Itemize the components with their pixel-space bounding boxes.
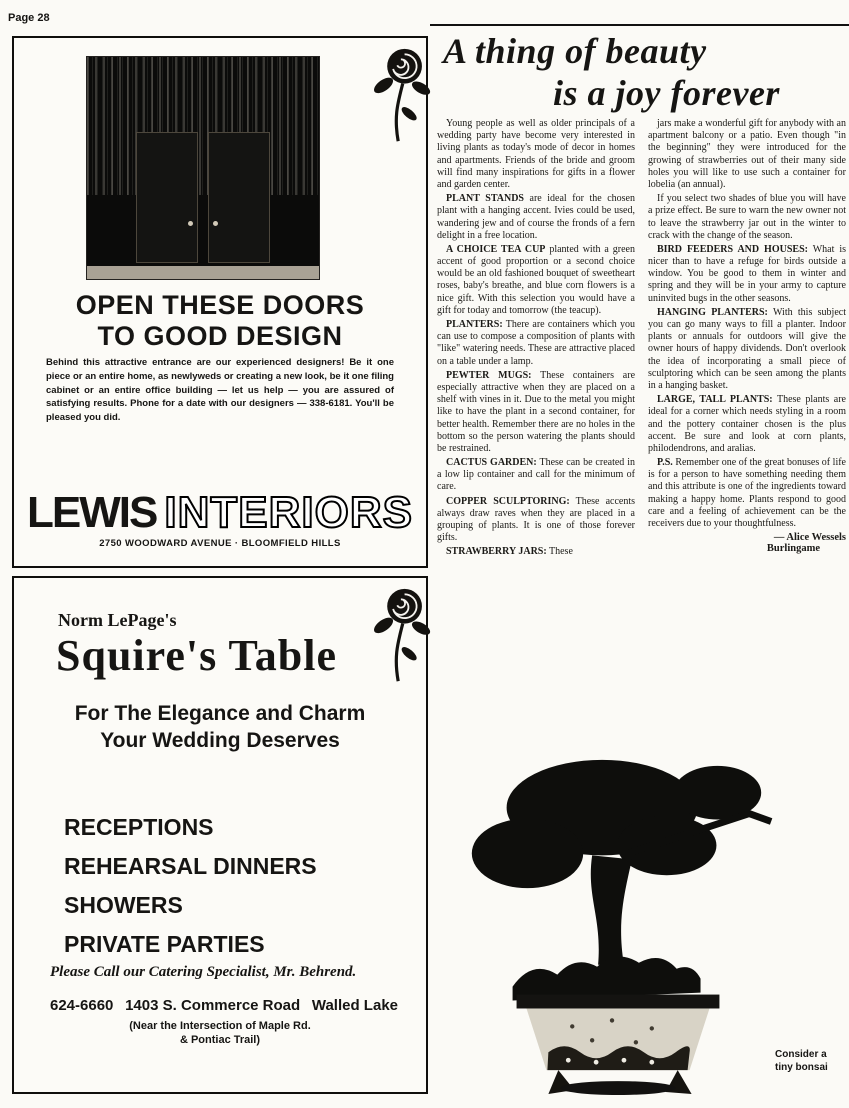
squires-tagline-line2: Your Wedding Deserves [100, 729, 340, 753]
squires-name: Squire's Table [56, 631, 337, 680]
article-paragraph: CACTUS GARDEN: These can be created in a low lip container and call for the minimum of care. [437, 457, 635, 493]
squires-tagline [14, 700, 426, 755]
article-column-2-paragraphs [648, 118, 846, 530]
article-byline: — Alice Wessels [773, 532, 846, 544]
article-column-2 [648, 118, 846, 554]
bonsai-photo [452, 738, 782, 1101]
lewis-address: 2750 WOODWARD AVENUE · BLOOMFIELD HILLS [99, 538, 341, 549]
lewis-logo [14, 488, 426, 538]
article-paragraph: A CHOICE TEA CUP planted with a green accent of good proportion or a second choice would be an old fashioned bouquet of sweetheart roses, baby's breathe, and blue corn flowers is a nice gift. With this selection you would have a gift for today and tomorrow (the teacup). [437, 243, 635, 316]
bonsai-caption-line1: Consider a [775, 1049, 827, 1060]
entrance-doors-photo [86, 56, 320, 280]
squires-tagline-line1: For The Elegance and Charm [74, 702, 366, 725]
article-paragraph: If you select two shades of blue you will have a prize effect. Be sure to warn the new owner not to leave the strawberry jar out in the winter to crack with the change of the season. [648, 193, 846, 241]
lewis-headline-line2: TO GOOD DESIGN [97, 321, 343, 352]
squires-address-note [14, 1019, 426, 1048]
lewis-headline [14, 290, 426, 352]
article-paragraph: PEWTER MUGS: These containers are especially attractive when they are placed on a shelf with vines in it. Due to the metal you might like to have the plant in a second container, for better health. Remember there are no holes in the bottom so the person watering the plants should be restrained. [437, 369, 636, 454]
door-handle-icon [213, 221, 218, 226]
article-paragraph: PLANTERS: There are containers which you can use to compose a composition of plants with "like" watering needs. These are attractive placed on a table under a lamp. [437, 319, 635, 367]
article-paragraph: COPPER SCULPTORING: These accents always draw raves when they are placed in a grouping of plants. It is one of those forever gifts. [437, 495, 636, 544]
article-paragraph: STRAWBERRY JARS: These [446, 546, 573, 558]
article-paragraph: LARGE, TALL PLANTS: These plants are ideal for a corner which needs styling in a room and the pottery container chosen is the plus accent. Be sure and look at corn plants, philodendrons, and aralias. [648, 394, 846, 454]
article-paragraph: Young people as well as older principals of a wedding party have become very interested in living plants as today's mode of decor in homes and apartments. Friends of the bride and groom will find many inspirations for gifts in a flower and garden center. [437, 118, 635, 190]
rose-ornament-icon [368, 42, 432, 153]
door-floor [87, 266, 319, 279]
lewis-body-copy: Behind this attractive entrance are our experienced designers! Be it one piece or an entire home, as newlyweds or creating a new look, be it one filing cabinet or an entire office building — let us help — you are assured of satisfying results. Phone for a date with our designers — 338-6181. You'll be pleased you did. [46, 357, 394, 424]
article-byline-city: Burlingame [766, 543, 820, 555]
article-paragraph: PLANT STANDS are ideal for the chosen plant with a hanging accent. Ivies could be used, wandering jew and of course the fronds of a fern delight in a free location. [437, 193, 635, 241]
squires-table-ad [12, 576, 428, 1094]
squires-phone: 624-6660 [50, 997, 114, 1014]
squires-address-note-line2: & Pontiac Trail) [179, 1034, 261, 1047]
service-item: PRIVATE PARTIES [64, 931, 265, 957]
article-title-line2: is a joy forever [553, 73, 780, 113]
squires-kicker: Norm LePage's [58, 610, 177, 630]
article-column-1-paragraphs [437, 118, 635, 559]
bonsai-caption [775, 1048, 828, 1074]
article-paragraph: P.S. Remember one of the great bonuses of life is for a person to have something needing them and this attribute is one of the ingredients toward making a happy home. Plants respond to good care and a feeling of achievement can be the receivers due to your thoughtfulness. [648, 457, 846, 529]
service-item: REHEARSAL DINNERS [64, 853, 317, 879]
rose-ornament-icon [368, 582, 432, 693]
left-door [136, 132, 198, 263]
squires-contact-row [14, 997, 426, 1014]
squires-call-note: Please Call our Catering Specialist, Mr. Behrend. [50, 964, 357, 980]
squires-services-list [64, 814, 317, 970]
squires-city: Walled Lake [311, 997, 398, 1014]
article-column-1 [437, 118, 635, 561]
lewis-interiors-ad [12, 36, 428, 568]
squires-street: 1403 S. Commerce Road [125, 997, 301, 1014]
article-paragraph: HANGING PLANTERS: With this subject you can go many ways to fill a planter. Indoor plants or annuals for outdoors will give the owner hours of happy dividends. Don't overlook the idea of incorporating a small piece of sculptoring which can be seen among the plants in a hanging basket. [648, 306, 846, 391]
title-rule [430, 24, 849, 26]
article-title-line1: A thing of beauty [443, 31, 707, 71]
door-transom [87, 57, 319, 195]
squires-address-note-line1: (Near the Intersection of Maple Rd. [129, 1020, 311, 1032]
door-handle-icon [188, 221, 193, 226]
right-door [208, 132, 270, 263]
article-paragraph: jars make a wonderful gift for anybody with an apartment balcony or a patio. Even though "in the beginning" they were introduced for the growing of strawberries out of their many side holes you will like to use such a container for lobelia (an annual). [648, 118, 846, 190]
lewis-logo-outline: INTERIORS [164, 488, 413, 537]
lewis-logo-solid: LEWIS [27, 488, 157, 537]
service-item: RECEPTIONS [64, 814, 214, 840]
page-number: Page 28 [8, 12, 50, 24]
service-item: SHOWERS [64, 892, 183, 918]
article-paragraph: BIRD FEEDERS AND HOUSES: What is nicer than to have a refuge for birds outside a window. You be good to them in winter and spring and they will be in your army to capture uninvited bugs in the other seasons. [648, 243, 846, 304]
bonsai-caption-line2: tiny bonsai [775, 1062, 828, 1073]
lewis-headline-line1: OPEN THESE DOORS [75, 290, 365, 320]
